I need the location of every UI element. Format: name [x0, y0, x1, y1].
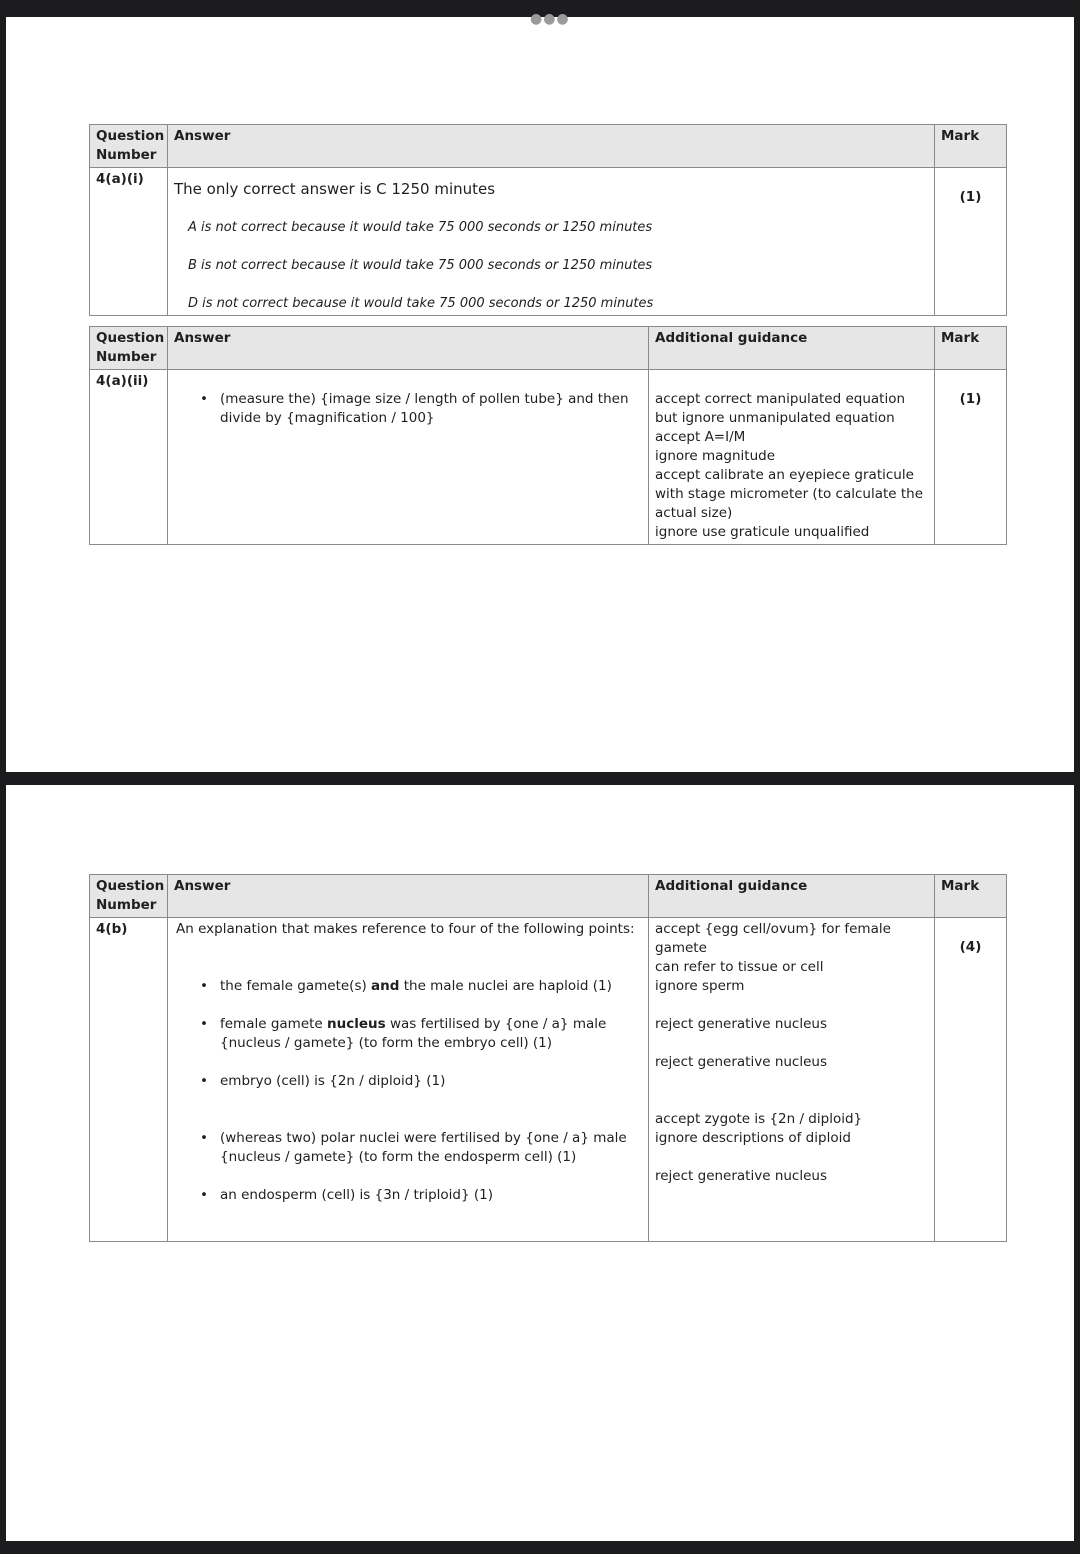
question-number: 4(a)(i): [90, 168, 168, 316]
header-question-number: Question Number: [90, 327, 168, 370]
guidance-line: ignore descriptions of diploid: [655, 1130, 851, 1146]
mark-cell: [935, 918, 1007, 1242]
guidance-line: accept A=I/M: [655, 429, 746, 445]
header-answer: Answer: [168, 125, 935, 168]
guidance-line: accept correct manipulated equation but ignore unmanipulated equation: [655, 391, 906, 426]
header-question-number: Question Number: [90, 875, 168, 918]
guidance-cell: [649, 918, 935, 1242]
header-mark: Mark: [935, 125, 1007, 168]
answer-point: • female gamete nucleus was fertilised by {one / a} male {nucleus / gamete} (to form the embryo cell) (1): [200, 1015, 642, 1072]
guidance-line: accept {egg cell/ovum} for female gamete: [655, 921, 891, 956]
answer-cell: [168, 370, 649, 545]
wrong-answer-b: B is not correct because it would take 75 000 seconds or 1250 minutes: [188, 258, 653, 273]
mark-value: (1): [959, 189, 982, 205]
guidance-line: reject generative nucleus: [655, 1016, 827, 1032]
question-number: 4(a)(ii): [90, 370, 168, 545]
answer-point: • embryo (cell) is {2n / diploid} (1): [200, 1072, 642, 1129]
document-page-2: [6, 785, 1074, 1541]
answer-point: • the female gamete(s) and the male nuclei are haploid (1): [200, 977, 642, 1015]
guidance-line: ignore use graticule unqualified: [655, 524, 870, 540]
mark-cell: [935, 370, 1007, 545]
table-4b: [89, 874, 1007, 1242]
guidance-line: reject generative nucleus: [655, 1168, 827, 1184]
guidance-line: ignore magnitude: [655, 448, 776, 464]
table-4ai: [89, 124, 1007, 316]
answer-cell: [168, 168, 935, 316]
header-mark: Mark: [935, 875, 1007, 918]
header-answer: Answer: [168, 327, 649, 370]
header-answer: Answer: [168, 875, 649, 918]
answer-list: [174, 977, 642, 1205]
answer-point: • an endosperm (cell) is {3n / triploid} (1): [200, 1186, 642, 1205]
answer-cell: [168, 918, 649, 1242]
guidance-line: ignore sperm: [655, 978, 745, 994]
page-handle-icon: ●●●: [530, 11, 570, 27]
guidance-line: reject generative nucleus: [655, 1054, 827, 1070]
mark-value: (4): [959, 939, 982, 955]
wrong-answer-a: A is not correct because it would take 75 000 seconds or 1250 minutes: [188, 220, 653, 235]
question-number: 4(b): [90, 918, 168, 1242]
answer-list: [174, 390, 642, 428]
mark-value: (1): [959, 391, 982, 407]
header-guidance: Additional guidance: [649, 875, 935, 918]
header-guidance: Additional guidance: [649, 327, 935, 370]
answer-point: • (whereas two) polar nuclei were fertilised by {one / a} male {nucleus / gamete} (to form the endosperm cell) (1): [200, 1129, 642, 1186]
guidance-cell: [649, 370, 935, 545]
header-mark: Mark: [935, 327, 1007, 370]
header-question-number: Question Number: [90, 125, 168, 168]
guidance-line: accept zygote is {2n / diploid}: [655, 1111, 863, 1127]
answer-point: • (measure the) {image size / length of pollen tube} and then divide by {magnification / 100}: [200, 390, 642, 428]
guidance-line: accept calibrate an eyepiece graticule with stage micrometer (to calculate the actual size): [655, 467, 924, 521]
table-4aii: [89, 326, 1007, 545]
wrong-answer-d: D is not correct because it would take 75 000 seconds or 1250 minutes: [188, 296, 654, 311]
mark-cell: [935, 168, 1007, 316]
answer-intro: An explanation that makes reference to four of the following points:: [176, 921, 635, 937]
guidance-line: can refer to tissue or cell: [655, 959, 824, 975]
correct-answer: The only correct answer is C 1250 minutes: [174, 180, 496, 198]
document-page-1: [6, 11, 1074, 772]
